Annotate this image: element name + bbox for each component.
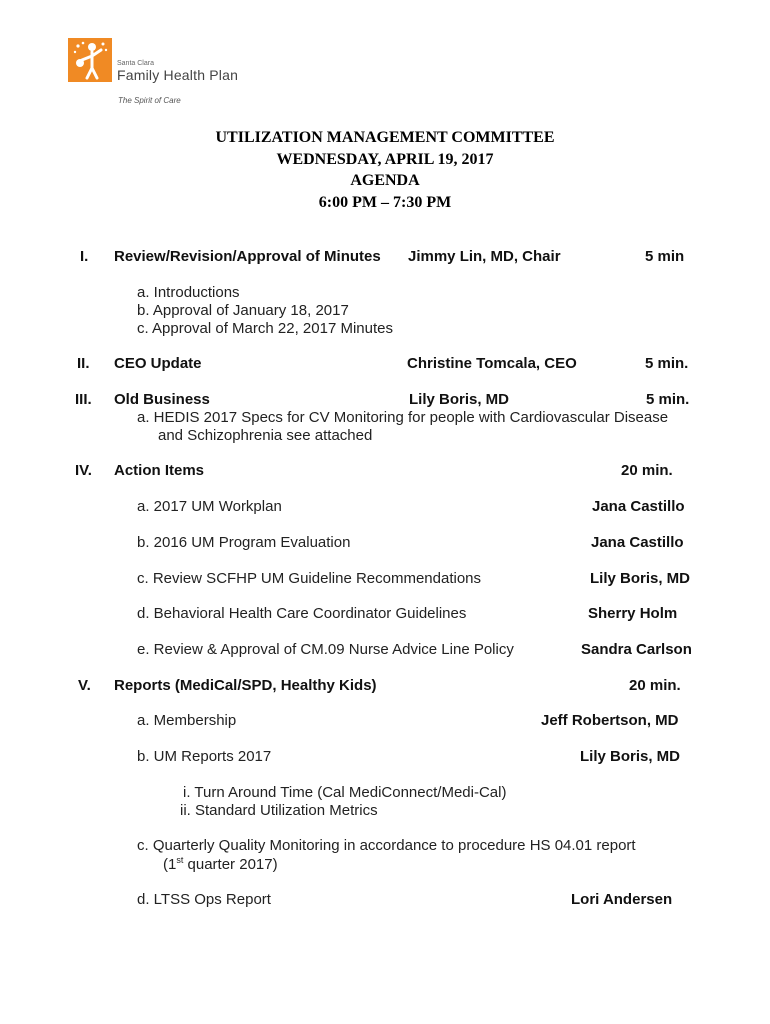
section-time: 20 min. [629, 677, 681, 694]
header-title: UTILIZATION MANAGEMENT COMMITTEE [215, 129, 555, 146]
section-number: I. [80, 248, 89, 265]
logo-tagline: The Spirit of Care [118, 96, 181, 105]
logo [68, 38, 248, 110]
sub-list-item: i. Turn Around Time (Cal MediConnect/Medi-Cal) [183, 784, 507, 801]
header-time: 6:00 PM – 7:30 PM [318, 194, 452, 211]
section-title: Review/Revision/Approval of Minutes [114, 248, 381, 265]
section-time: 20 min. [621, 462, 673, 479]
list-item: a. Membership [137, 712, 237, 729]
section-title: Action Items [114, 462, 205, 479]
sub-list-item: ii. Standard Utilization Metrics [180, 802, 378, 819]
logo-top-text: Santa Clara [117, 60, 154, 67]
item-presenter: Sandra Carlson [581, 641, 692, 658]
header-date: WEDNESDAY, APRIL 19, 2017 [276, 151, 494, 168]
item-presenter: Jana Castillo [592, 498, 685, 515]
list-item: c. Quarterly Quality Monitoring in accordance to procedure HS 04.01 report [137, 837, 636, 854]
section-time: 5 min. [646, 391, 690, 408]
list-item-continued: and Schizophrenia see attached [158, 427, 373, 444]
list-item: e. Review & Approval of CM.09 Nurse Advice Line Policy [137, 641, 514, 658]
list-item: c. Review SCFHP UM Guideline Recommendations [137, 570, 482, 587]
section-number: III. [75, 391, 92, 408]
item-presenter: Jeff Robertson, MD [541, 712, 679, 729]
section-time: 5 min [645, 248, 685, 265]
section-number: IV. [75, 462, 92, 479]
header-agenda: AGENDA [350, 172, 420, 189]
section-title: Reports (MediCal/SPD, Healthy Kids) [114, 677, 377, 694]
section-presenter: Lily Boris, MD [409, 391, 510, 408]
item-presenter: Lori Andersen [571, 891, 673, 908]
section-presenter: Jimmy Lin, MD, Chair [408, 248, 561, 265]
section-number: II. [77, 355, 90, 372]
list-item: b. UM Reports 2017 [137, 748, 272, 765]
section-presenter: Christine Tomcala, CEO [407, 355, 577, 372]
section-number: V. [78, 677, 91, 694]
list-item: a. HEDIS 2017 Specs for CV Monitoring for people with Cardiovascular Disease [137, 409, 669, 426]
section-time: 5 min. [645, 355, 689, 372]
item-presenter: Sherry Holm [588, 605, 678, 622]
section-title: Old Business [114, 391, 210, 408]
family-figure-logo-icon [68, 38, 112, 82]
item-presenter: Lily Boris, MD [590, 570, 691, 587]
list-item: d. Behavioral Health Care Coordinator Guidelines [137, 605, 467, 622]
list-item: a. Introductions [137, 284, 240, 301]
list-item: a. 2017 UM Workplan [137, 498, 282, 515]
item-presenter: Lily Boris, MD [580, 748, 681, 765]
logo-name: Family Health Plan [117, 67, 239, 83]
list-item: d. LTSS Ops Report [137, 891, 271, 908]
list-item: b. Approval of January 18, 2017 [137, 302, 349, 319]
item-presenter: Jana Castillo [591, 534, 684, 551]
list-item: c. Approval of March 22, 2017 Minutes [137, 320, 393, 337]
section-title: CEO Update [114, 355, 202, 372]
list-item-continued: (1st quarter 2017) [163, 855, 278, 873]
list-item: b. 2016 UM Program Evaluation [137, 534, 351, 551]
